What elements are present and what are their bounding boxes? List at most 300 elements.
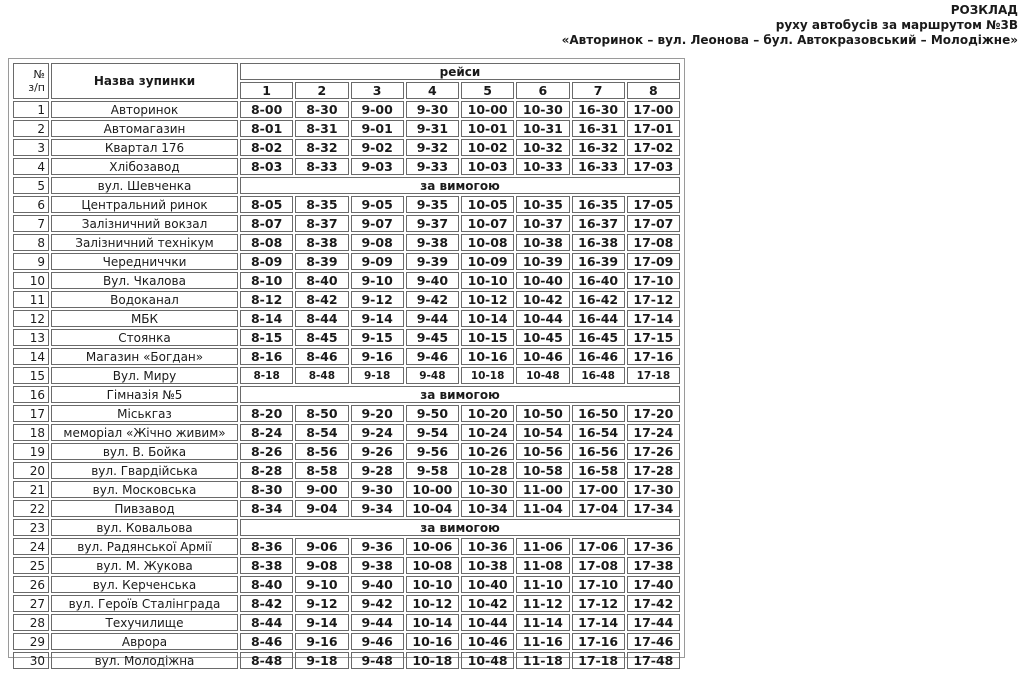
table-row	[13, 367, 680, 384]
departure-time: 8-34	[240, 500, 293, 517]
departure-time: 17-08	[572, 557, 625, 574]
table-row	[13, 576, 680, 593]
departure-time: 10-09	[461, 253, 514, 270]
departure-time: 10-33	[516, 158, 569, 175]
departure-time: 10-28	[461, 462, 514, 479]
stop-name: Хлібозавод	[51, 158, 238, 175]
departure-time: 9-54	[406, 424, 459, 441]
departure-time: 10-39	[516, 253, 569, 270]
column-header-number-bottom: з/п	[28, 81, 45, 94]
departure-time: 17-00	[627, 101, 680, 118]
departure-time: 10-46	[461, 633, 514, 650]
departure-time: 16-30	[572, 101, 625, 118]
row-number: 19	[13, 443, 49, 460]
table-row	[13, 443, 680, 460]
table-row	[13, 424, 680, 441]
table-row	[13, 348, 680, 365]
table-row	[13, 253, 680, 270]
departure-time: 9-03	[351, 158, 404, 175]
stop-name: Аврора	[51, 633, 238, 650]
stop-name: вул. В. Бойка	[51, 443, 238, 460]
departure-time: 10-03	[461, 158, 514, 175]
departure-time: 8-54	[295, 424, 348, 441]
departure-time: 8-24	[240, 424, 293, 441]
departure-time: 9-46	[351, 633, 404, 650]
departure-time: 9-00	[351, 101, 404, 118]
departure-time: 9-42	[406, 291, 459, 308]
table-row	[13, 481, 680, 498]
row-number: 3	[13, 139, 49, 156]
stop-name: вул. Московська	[51, 481, 238, 498]
departure-time: 17-12	[627, 291, 680, 308]
departure-time: 9-58	[406, 462, 459, 479]
departure-time: 11-10	[516, 576, 569, 593]
row-number: 9	[13, 253, 49, 270]
departure-time: 8-42	[240, 595, 293, 612]
stop-name: Вул. Миру	[51, 367, 238, 384]
departure-time: 10-02	[461, 139, 514, 156]
row-number: 4	[13, 158, 49, 175]
departure-time: 8-00	[240, 101, 293, 118]
table-row	[13, 177, 680, 194]
stop-name: вул. Шевченка	[51, 177, 238, 194]
table-row	[13, 633, 680, 650]
departure-time: 10-54	[516, 424, 569, 441]
row-number: 20	[13, 462, 49, 479]
trip-number: 4	[406, 82, 459, 99]
departure-time: 10-10	[406, 576, 459, 593]
departure-time: 9-42	[351, 595, 404, 612]
departure-time: 9-40	[406, 272, 459, 289]
departure-time: 17-26	[627, 443, 680, 460]
stop-name: МБК	[51, 310, 238, 327]
departure-time: 9-30	[351, 481, 404, 498]
stop-name: Центральний ринок	[51, 196, 238, 213]
departure-time: 8-33	[295, 158, 348, 175]
departure-time: 17-03	[627, 158, 680, 175]
stop-name: Залізничний вокзал	[51, 215, 238, 232]
departure-time: 9-34	[351, 500, 404, 517]
departure-time: 9-07	[351, 215, 404, 232]
departure-time: 17-10	[572, 576, 625, 593]
departure-time: 11-04	[516, 500, 569, 517]
departure-time: 8-48	[295, 367, 348, 384]
departure-time: 8-44	[240, 614, 293, 631]
departure-time: 17-09	[627, 253, 680, 270]
departure-time: 17-24	[627, 424, 680, 441]
departure-time: 8-58	[295, 462, 348, 479]
column-header-number	[13, 63, 49, 99]
table-row	[13, 462, 680, 479]
departure-time: 9-40	[351, 576, 404, 593]
departure-time: 8-09	[240, 253, 293, 270]
row-number: 2	[13, 120, 49, 137]
schedule-table	[11, 61, 682, 671]
table-row	[13, 234, 680, 251]
departure-time: 9-30	[406, 101, 459, 118]
trip-number: 3	[351, 82, 404, 99]
departure-time: 8-07	[240, 215, 293, 232]
departure-time: 16-32	[572, 139, 625, 156]
departure-time: 10-08	[461, 234, 514, 251]
stop-name: Гімназія №5	[51, 386, 238, 403]
departure-time: 17-08	[627, 234, 680, 251]
stop-name: Міськгаз	[51, 405, 238, 422]
departure-time: 16-56	[572, 443, 625, 460]
departure-time: 10-38	[516, 234, 569, 251]
departure-time: 11-06	[516, 538, 569, 555]
departure-time: 9-33	[406, 158, 459, 175]
departure-time: 10-36	[461, 538, 514, 555]
departure-time: 9-46	[406, 348, 459, 365]
row-number: 26	[13, 576, 49, 593]
departure-time: 9-08	[351, 234, 404, 251]
departure-time: 16-35	[572, 196, 625, 213]
table-row	[13, 310, 680, 327]
stop-name: вул. Керченська	[51, 576, 238, 593]
schedule-body	[13, 101, 680, 669]
departure-time: 8-40	[240, 576, 293, 593]
departure-time: 8-56	[295, 443, 348, 460]
table-row	[13, 329, 680, 346]
departure-time: 9-10	[295, 576, 348, 593]
departure-time: 9-36	[351, 538, 404, 555]
departure-time: 10-32	[516, 139, 569, 156]
stop-name: Автомагазин	[51, 120, 238, 137]
departure-time: 9-50	[406, 405, 459, 422]
departure-time: 8-03	[240, 158, 293, 175]
departure-time: 17-14	[572, 614, 625, 631]
table-row	[13, 519, 680, 536]
departure-time: 10-44	[461, 614, 514, 631]
stop-name: Чередниччки	[51, 253, 238, 270]
table-row	[13, 614, 680, 631]
departure-time: 10-04	[406, 500, 459, 517]
heading-title: РОЗКЛАД	[950, 3, 1018, 17]
stop-name: Водоканал	[51, 291, 238, 308]
stop-name: Техучилище	[51, 614, 238, 631]
row-number: 12	[13, 310, 49, 327]
departure-time: 8-18	[240, 367, 293, 384]
departure-time: 17-16	[627, 348, 680, 365]
stop-name: Магазин «Богдан»	[51, 348, 238, 365]
departure-time: 9-39	[406, 253, 459, 270]
table-row	[13, 595, 680, 612]
departure-time: 10-20	[461, 405, 514, 422]
departure-time: 10-56	[516, 443, 569, 460]
departure-time: 10-14	[461, 310, 514, 327]
departure-time: 17-34	[627, 500, 680, 517]
departure-time: 16-50	[572, 405, 625, 422]
departure-time: 9-48	[351, 652, 404, 669]
departure-time: 16-38	[572, 234, 625, 251]
departure-time: 9-48	[406, 367, 459, 384]
schedule-heading	[562, 3, 1018, 48]
row-number: 6	[13, 196, 49, 213]
departure-time: 16-58	[572, 462, 625, 479]
row-number: 21	[13, 481, 49, 498]
departure-time: 17-48	[627, 652, 680, 669]
departure-time: 8-15	[240, 329, 293, 346]
departure-time: 10-24	[461, 424, 514, 441]
row-number: 13	[13, 329, 49, 346]
departure-time: 16-37	[572, 215, 625, 232]
table-row	[13, 291, 680, 308]
departure-time: 8-02	[240, 139, 293, 156]
departure-time: 9-16	[295, 633, 348, 650]
departure-time: 16-54	[572, 424, 625, 441]
row-number: 30	[13, 652, 49, 669]
row-number: 5	[13, 177, 49, 194]
departure-time: 9-14	[351, 310, 404, 327]
departure-time: 10-30	[461, 481, 514, 498]
row-number: 28	[13, 614, 49, 631]
row-number: 25	[13, 557, 49, 574]
departure-time: 8-28	[240, 462, 293, 479]
departure-time: 10-12	[461, 291, 514, 308]
departure-time: 10-16	[461, 348, 514, 365]
departure-time: 9-08	[295, 557, 348, 574]
table-row	[13, 405, 680, 422]
departure-time: 10-08	[406, 557, 459, 574]
departure-time: 17-46	[627, 633, 680, 650]
departure-time: 17-38	[627, 557, 680, 574]
table-row	[13, 538, 680, 555]
row-number: 16	[13, 386, 49, 403]
stop-name: вул. Радянської Армії	[51, 538, 238, 555]
departure-time: 9-04	[295, 500, 348, 517]
departure-time: 16-31	[572, 120, 625, 137]
row-number: 8	[13, 234, 49, 251]
departure-time: 16-40	[572, 272, 625, 289]
stop-name: Авторинок	[51, 101, 238, 118]
departure-time: 10-12	[406, 595, 459, 612]
departure-time: 17-18	[572, 652, 625, 669]
departure-time: 10-37	[516, 215, 569, 232]
departure-time: 10-38	[461, 557, 514, 574]
departure-time: 9-44	[406, 310, 459, 327]
departure-time: 9-14	[295, 614, 348, 631]
departure-time: 9-06	[295, 538, 348, 555]
departure-time: 8-42	[295, 291, 348, 308]
departure-time: 10-00	[406, 481, 459, 498]
departure-time: 17-12	[572, 595, 625, 612]
stop-name: вул. Ковальова	[51, 519, 238, 536]
departure-time: 10-05	[461, 196, 514, 213]
departure-time: 17-05	[627, 196, 680, 213]
row-number: 24	[13, 538, 49, 555]
departure-time: 9-37	[406, 215, 459, 232]
departure-time: 10-14	[406, 614, 459, 631]
departure-time: 17-42	[627, 595, 680, 612]
trip-number: 8	[627, 82, 680, 99]
stop-name: Стоянка	[51, 329, 238, 346]
row-number: 14	[13, 348, 49, 365]
table-row	[13, 386, 680, 403]
departure-time: 9-56	[406, 443, 459, 460]
departure-time: 17-04	[572, 500, 625, 517]
heading-route: «Авторинок – вул. Леонова – бул. Автокразовський – Молодіжне»	[561, 33, 1018, 47]
departure-time: 8-05	[240, 196, 293, 213]
departure-time: 8-36	[240, 538, 293, 555]
departure-time: 9-12	[351, 291, 404, 308]
departure-time: 9-18	[351, 367, 404, 384]
departure-time: 8-38	[295, 234, 348, 251]
departure-time: 16-33	[572, 158, 625, 175]
stop-name: вул. Гвардійська	[51, 462, 238, 479]
table-row	[13, 101, 680, 118]
departure-time: 10-48	[516, 367, 569, 384]
departure-time: 10-40	[461, 576, 514, 593]
departure-time: 9-01	[351, 120, 404, 137]
stop-name: вул. Молодіжна	[51, 652, 238, 669]
departure-time: 9-00	[295, 481, 348, 498]
row-number: 7	[13, 215, 49, 232]
stop-name: Залізничний технікум	[51, 234, 238, 251]
table-row	[13, 557, 680, 574]
table-row	[13, 500, 680, 517]
departure-time: 11-14	[516, 614, 569, 631]
stop-name: меморіал «Жічно живим»	[51, 424, 238, 441]
row-number: 1	[13, 101, 49, 118]
departure-time: 8-26	[240, 443, 293, 460]
departure-time: 17-14	[627, 310, 680, 327]
departure-time: 9-44	[351, 614, 404, 631]
departure-time: 9-45	[406, 329, 459, 346]
departure-time: 10-07	[461, 215, 514, 232]
row-number: 29	[13, 633, 49, 650]
stop-name: вул. М. Жукова	[51, 557, 238, 574]
trip-number: 7	[572, 82, 625, 99]
departure-time: 9-38	[351, 557, 404, 574]
departure-time: 17-30	[627, 481, 680, 498]
departure-time: 10-48	[461, 652, 514, 669]
departure-time: 10-50	[516, 405, 569, 422]
departure-time: 16-44	[572, 310, 625, 327]
stop-name: Вул. Чкалова	[51, 272, 238, 289]
departure-time: 9-32	[406, 139, 459, 156]
departure-time: 17-18	[627, 367, 680, 384]
departure-time: 8-44	[295, 310, 348, 327]
stop-name: Квартал 176	[51, 139, 238, 156]
column-header-number-top: №	[33, 68, 45, 81]
on-request-note: за вимогою	[240, 177, 680, 194]
departure-time: 8-46	[240, 633, 293, 650]
departure-time: 10-42	[516, 291, 569, 308]
departure-time: 10-10	[461, 272, 514, 289]
departure-time: 11-18	[516, 652, 569, 669]
trip-number: 6	[516, 82, 569, 99]
departure-time: 8-31	[295, 120, 348, 137]
departure-time: 17-20	[627, 405, 680, 422]
departure-time: 10-35	[516, 196, 569, 213]
on-request-note: за вимогою	[240, 519, 680, 536]
departure-time: 10-00	[461, 101, 514, 118]
departure-time: 9-15	[351, 329, 404, 346]
departure-time: 9-28	[351, 462, 404, 479]
departure-time: 10-01	[461, 120, 514, 137]
departure-time: 10-45	[516, 329, 569, 346]
departure-time: 8-50	[295, 405, 348, 422]
departure-time: 11-08	[516, 557, 569, 574]
departure-time: 8-30	[295, 101, 348, 118]
departure-time: 10-40	[516, 272, 569, 289]
departure-time: 10-16	[406, 633, 459, 650]
departure-time: 11-16	[516, 633, 569, 650]
departure-time: 9-24	[351, 424, 404, 441]
departure-time: 17-00	[572, 481, 625, 498]
departure-time: 9-09	[351, 253, 404, 270]
departure-time: 17-07	[627, 215, 680, 232]
departure-time: 9-12	[295, 595, 348, 612]
table-row	[13, 120, 680, 137]
departure-time: 8-48	[240, 652, 293, 669]
departure-time: 17-44	[627, 614, 680, 631]
departure-time: 8-08	[240, 234, 293, 251]
departure-time: 17-02	[627, 139, 680, 156]
departure-time: 10-18	[406, 652, 459, 669]
table-row	[13, 652, 680, 669]
departure-time: 10-46	[516, 348, 569, 365]
departure-time: 8-01	[240, 120, 293, 137]
departure-time: 8-12	[240, 291, 293, 308]
departure-time: 8-32	[295, 139, 348, 156]
departure-time: 11-12	[516, 595, 569, 612]
column-header-stop: Назва зупинки	[51, 63, 238, 99]
departure-time: 17-16	[572, 633, 625, 650]
departure-time: 17-15	[627, 329, 680, 346]
row-number: 11	[13, 291, 49, 308]
departure-time: 17-06	[572, 538, 625, 555]
table-row	[13, 139, 680, 156]
row-number: 22	[13, 500, 49, 517]
departure-time: 11-00	[516, 481, 569, 498]
departure-time: 17-28	[627, 462, 680, 479]
departure-time: 10-06	[406, 538, 459, 555]
departure-time: 10-26	[461, 443, 514, 460]
departure-time: 16-46	[572, 348, 625, 365]
departure-time: 17-36	[627, 538, 680, 555]
departure-time: 17-40	[627, 576, 680, 593]
departure-time: 9-05	[351, 196, 404, 213]
departure-time: 9-38	[406, 234, 459, 251]
departure-time: 8-40	[295, 272, 348, 289]
departure-time: 9-31	[406, 120, 459, 137]
departure-time: 16-42	[572, 291, 625, 308]
departure-time: 8-10	[240, 272, 293, 289]
row-number: 15	[13, 367, 49, 384]
departure-time: 10-15	[461, 329, 514, 346]
row-number: 10	[13, 272, 49, 289]
departure-time: 16-39	[572, 253, 625, 270]
on-request-note: за вимогою	[240, 386, 680, 403]
departure-time: 16-45	[572, 329, 625, 346]
departure-time: 8-14	[240, 310, 293, 327]
departure-time: 10-31	[516, 120, 569, 137]
departure-time: 17-01	[627, 120, 680, 137]
departure-time: 16-48	[572, 367, 625, 384]
departure-time: 10-44	[516, 310, 569, 327]
heading-subtitle: руху автобусів за маршрутом №3В	[775, 18, 1018, 32]
row-number: 17	[13, 405, 49, 422]
departure-time: 10-34	[461, 500, 514, 517]
departure-time: 9-02	[351, 139, 404, 156]
row-number: 23	[13, 519, 49, 536]
departure-time: 10-58	[516, 462, 569, 479]
trip-number: 1	[240, 82, 293, 99]
row-number: 27	[13, 595, 49, 612]
departure-time: 9-16	[351, 348, 404, 365]
